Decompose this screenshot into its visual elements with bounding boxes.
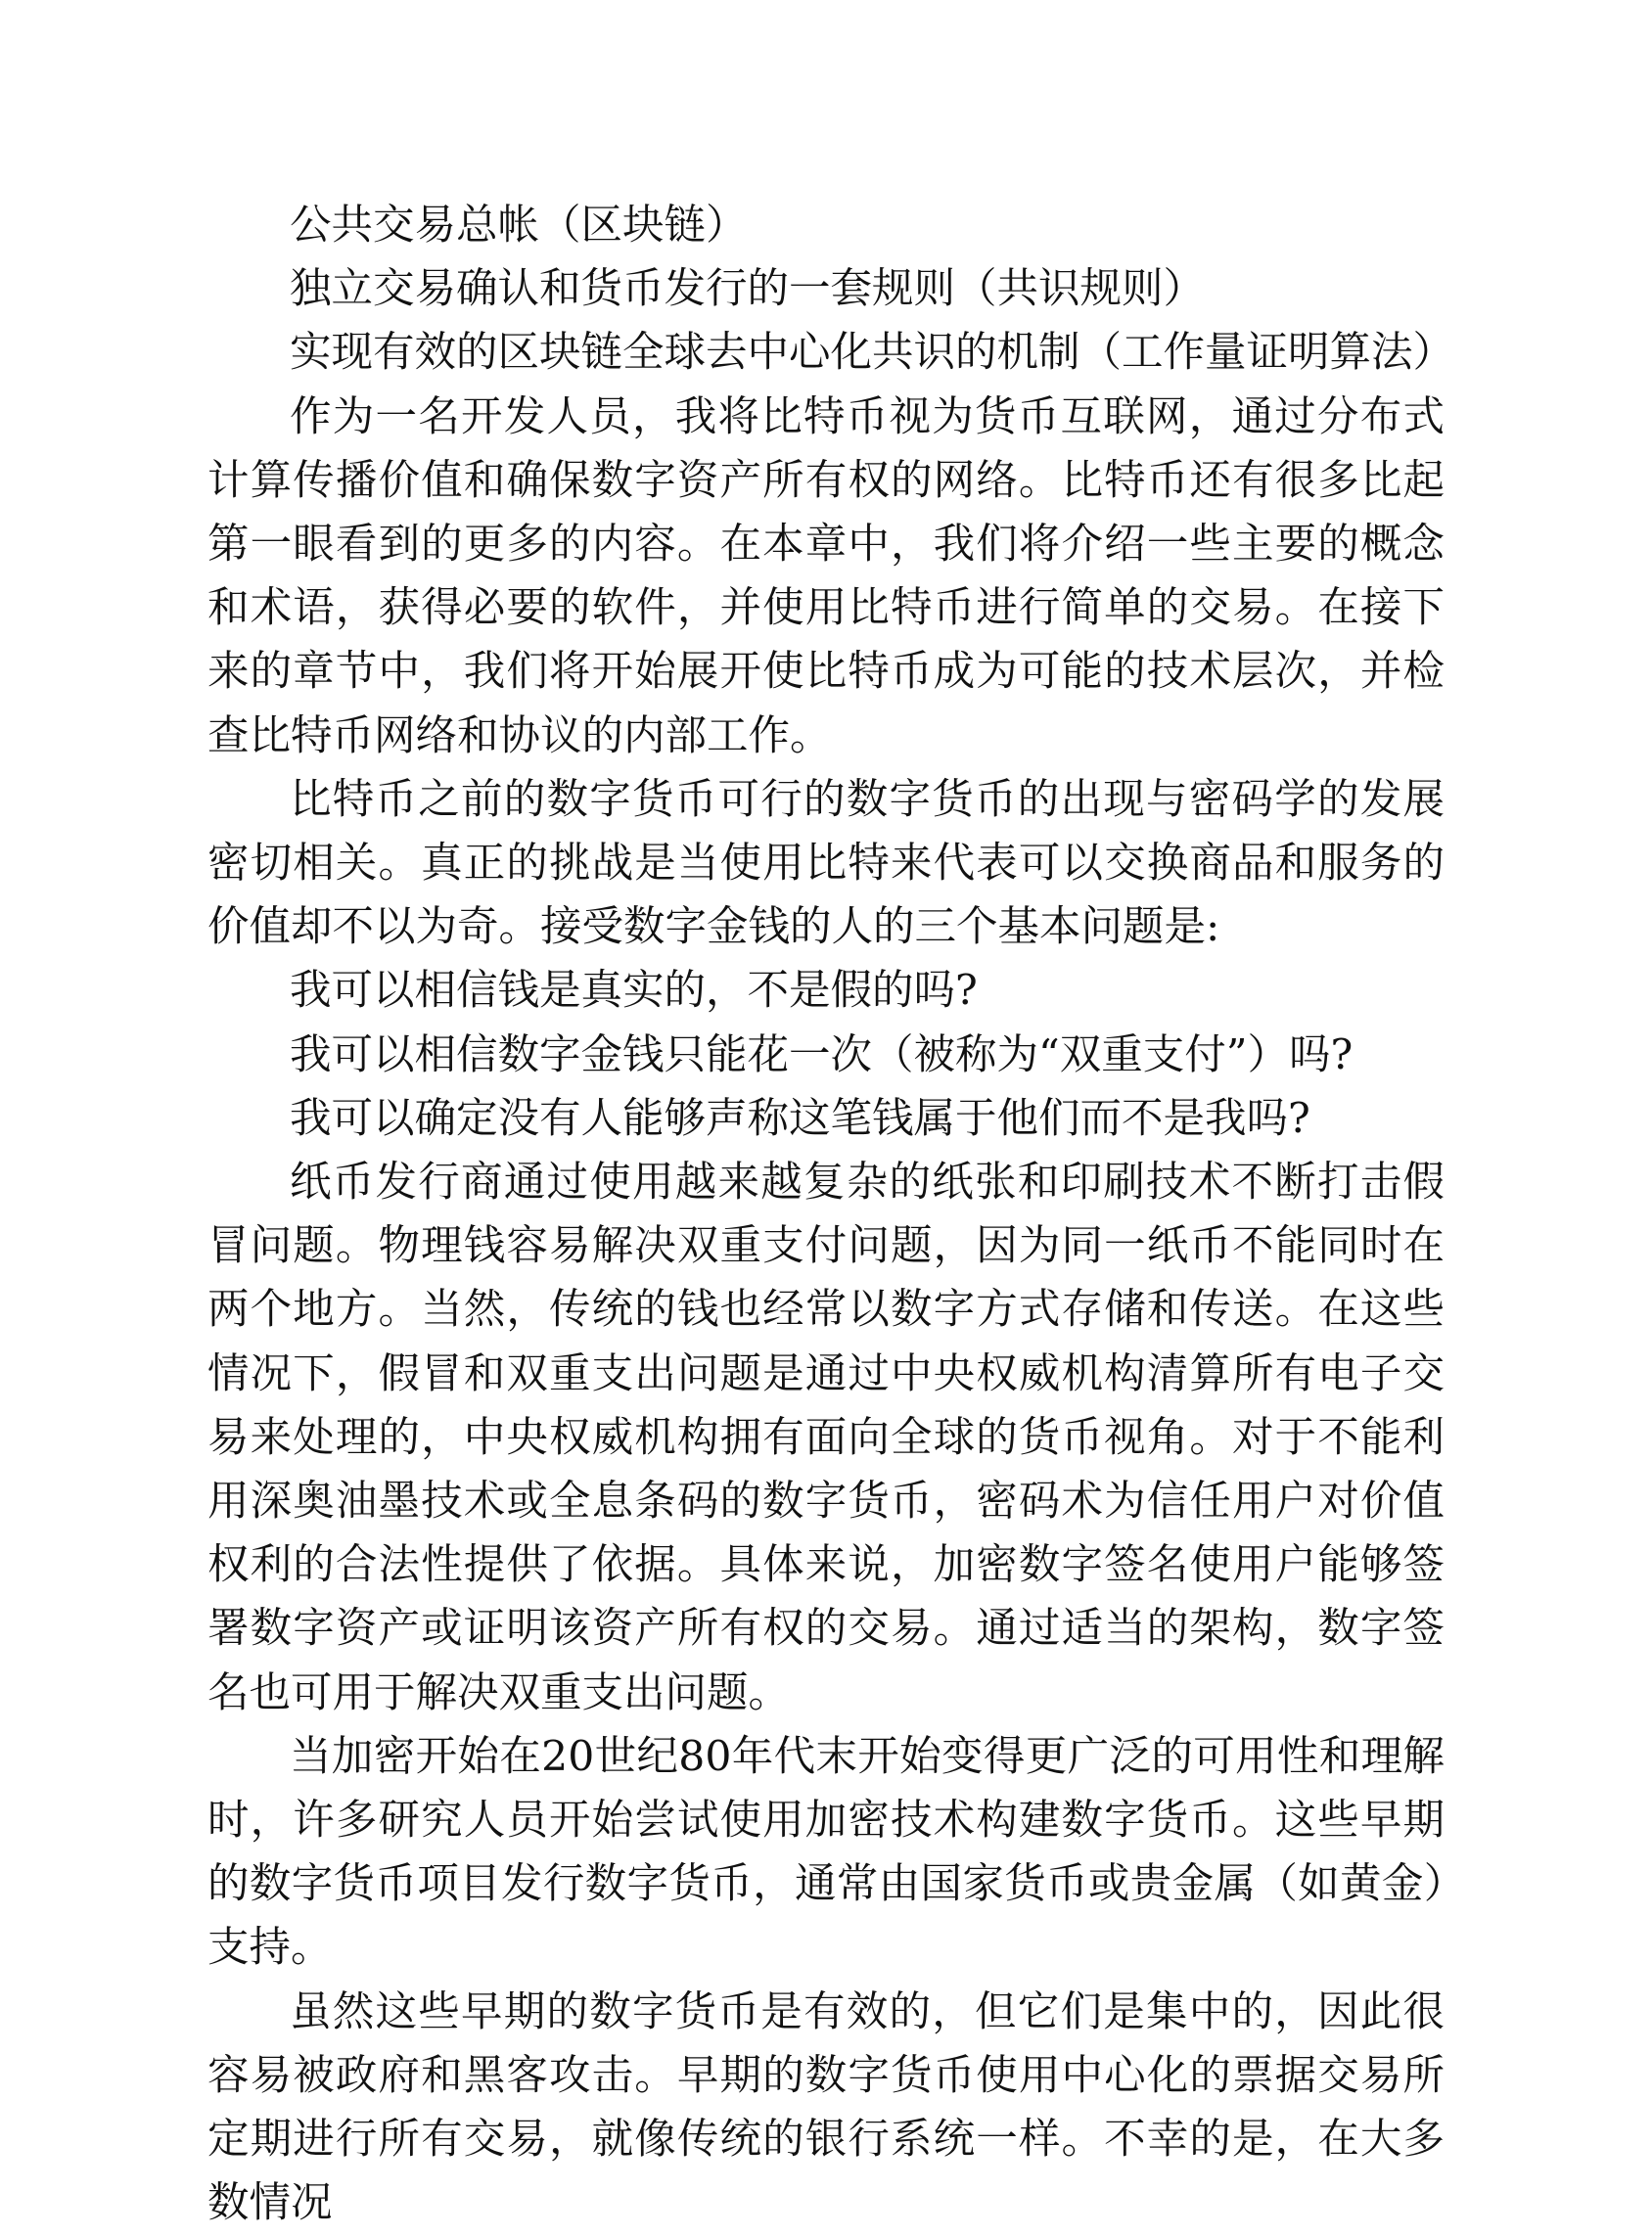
question-double-spend: 我可以相信数字金钱只能花一次（被称为“双重支付”）吗? — [290, 1030, 1354, 1079]
paragraph-centralized-currencies: 虽然这些早期的数字货币是有效的，但它们是集中的，因此很容易被政府和黑客攻击。早期的数字货币使用中心化的票据交易所定期进行所有交易，就像传统的银行系统一样。不幸的是，在大多数情况 — [207, 1987, 1445, 2228]
paragraph-digital-currency-history: 比特币之前的数字货币可行的数字货币的出现与密码学的发展密切相关。真正的挑战是当使用比特来代表可以交换商品和服务的价值却不以为奇。接受数字金钱的人的三个基本问题是: — [207, 775, 1445, 952]
list-item-ledger: 公共交易总帐（区块链） — [290, 202, 748, 250]
list-item-proof-of-work: 实现有效的区块链全球去中心化共识的机制（工作量证明算法） — [290, 329, 1455, 378]
question-ownership: 我可以确定没有人能够声称这笔钱属于他们而不是我吗? — [290, 1094, 1310, 1143]
paragraph-counterfeiting: 纸币发行商通过使用越来越复杂的纸张和印刷技术不断打击假冒问题。物理钱容易解决双重支付问题，因为同一纸币不能同时在两个地方。当然，传统的钱也经常以数字方式存储和传送。在这些情况下，假冒和双重支出问题是通过中央权威机构清算所有电子交易来处理的，中央权威机构拥有面向全球的货币视角。对于不能利用深奥油墨技术或全息条码的数字货币，密码术为信任用户对价值权利的合法性提供了依据。具体来说，加密数字签名使用户能够签署数字资产或证明该资产所有权的交易。通过适当的架构，数字签名也可用于解决双重支出问题。 — [207, 1159, 1445, 1717]
question-real-money: 我可以相信钱是真实的，不是假的吗? — [290, 967, 978, 1016]
list-item-consensus-rules: 独立交易确认和货币发行的一套规则（共识规则） — [290, 265, 1206, 314]
paragraph-developer-view: 作为一名开发人员，我将比特币视为货币互联网，通过分布式计算传播价值和确保数字资产所有权的网络。比特币还有很多比起第一眼看到的更多的内容。在本章中，我们将介绍一些主要的概念和术语，获得必要的软件，并使用比特币进行简单的交易。在接下来的章节中，我们将开始展开使比特币成为可能的技术层次，并检查比特币网络和协议的内部工作。 — [207, 392, 1445, 760]
paragraph-cryptography-1980s: 当加密开始在20世纪80年代末开始变得更广泛的可用性和理解时，许多研究人员开始尝试使用加密技术构建数字货币。这些早期的数字货币项目发行数字货币，通常由国家货币或贵金属（如黄金）支持。 — [207, 1732, 1445, 1973]
document-body — [207, 194, 1455, 2236]
